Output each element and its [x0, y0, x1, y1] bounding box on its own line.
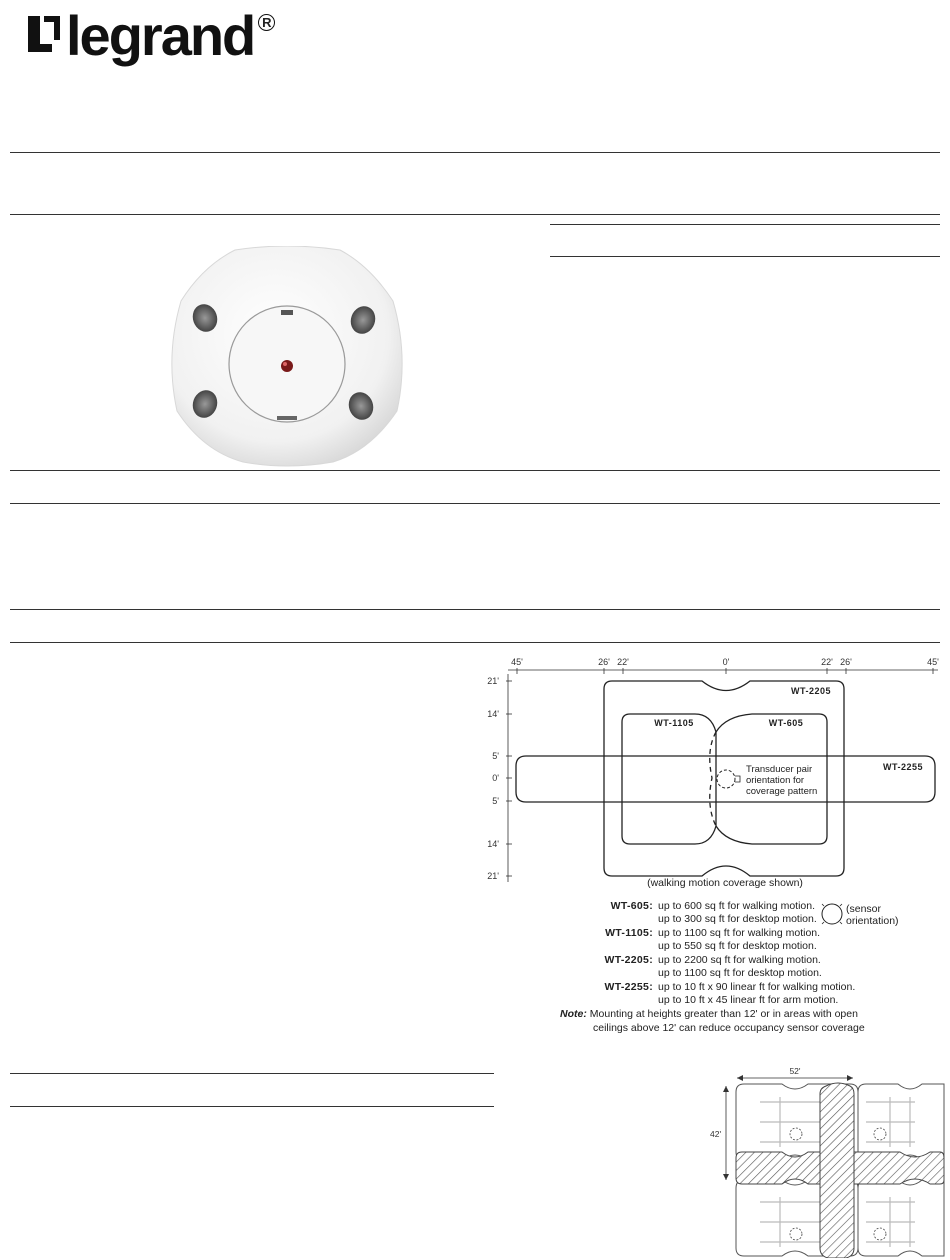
legend-model: WT-2205: [604, 954, 653, 966]
legend-line: up to 1100 sq ft for walking motion. [658, 927, 821, 939]
zone-wt1105-outline [622, 714, 716, 844]
legend-item [560, 981, 920, 1007]
left-tick-label: 5' [492, 796, 499, 806]
legend-line: up to 600 sq ft for walking motion. [658, 900, 816, 912]
top-tick-label: 45' [927, 657, 939, 667]
transducer-note-line: orientation for [746, 775, 805, 786]
note-line-2: ceilings above 12' can reduce occupancy sensor coverage [593, 1022, 865, 1034]
legend-item [560, 927, 920, 953]
left-tick-label: 14' [487, 709, 499, 719]
sensor-location-icon [874, 1128, 886, 1140]
hallway-coverage-vertical [820, 1083, 854, 1258]
rule-10 [10, 1106, 494, 1107]
zone-label-wt1105: WT-1105 [654, 718, 694, 728]
mounting-note [560, 1007, 940, 1035]
sensor-orientation-line: (sensor [846, 903, 882, 915]
sensor-location-icon [790, 1228, 802, 1240]
rule-1 [10, 152, 940, 153]
rule-7 [10, 609, 940, 610]
left-tick-label: 21' [487, 676, 499, 686]
zone-wt605-dashed-edge [710, 732, 716, 826]
top-tick-label: 26' [598, 657, 610, 667]
sensor-orientation-label [846, 903, 899, 927]
rule-3 [550, 224, 940, 225]
top-tick-label: 45' [511, 657, 523, 667]
sensor-location-icon [790, 1128, 802, 1140]
zone-label-wt2255: WT-2255 [882, 762, 923, 772]
legend-line: up to 300 sq ft for desktop motion. [658, 913, 817, 925]
note-label: Note: [560, 1008, 587, 1020]
top-tick-label: 0' [722, 657, 730, 667]
rule-4 [550, 256, 940, 257]
sensor-product-image [165, 246, 410, 468]
room-width-label: 52' [789, 1066, 801, 1076]
legend-model: WT-1105: [605, 927, 653, 939]
sensor-orientation-icon [820, 902, 846, 926]
zone-label-wt605: WT-605 [768, 718, 804, 728]
legrand-logo [26, 4, 275, 67]
legend-line: up to 2200 sq ft for walking motion. [658, 954, 821, 966]
left-tick-label: 14' [487, 839, 499, 849]
note-line-1: Mounting at heights greater than 12' or in areas with open [589, 1008, 858, 1020]
room-height-label: 42' [710, 1129, 722, 1139]
legend-item [560, 954, 920, 980]
top-tick-label: 26' [840, 657, 852, 667]
coverage-caption: (walking motion coverage shown) [647, 877, 803, 889]
rule-2 [10, 214, 940, 215]
top-tick-label: 22' [821, 657, 833, 667]
legrand-wordmark: legrand [66, 4, 255, 67]
sensor-location-icon [874, 1228, 886, 1240]
top-tick-label: 22' [617, 657, 629, 667]
left-tick-label: 5' [492, 751, 499, 761]
legrand-logo-mark-icon [26, 12, 62, 56]
transducer-note-line: Transducer pair [746, 764, 813, 775]
registered-mark: R [258, 14, 275, 31]
legend-model: WT-605: [610, 900, 653, 912]
zone-label-wt2205: WT-2205 [790, 686, 831, 696]
room-layout-diagram [700, 1062, 946, 1258]
rule-9 [10, 1073, 494, 1074]
legend-line: up to 10 ft x 45 linear ft for arm motion. [658, 994, 839, 1006]
legend-line: up to 1100 sq ft for desktop motion. [658, 967, 822, 979]
legend-line: up to 550 sq ft for desktop motion. [658, 940, 817, 952]
legend-model: WT-2255: [604, 981, 653, 993]
transducer-orientation-icon [717, 770, 735, 788]
rule-6 [10, 503, 940, 504]
left-tick-label: 0' [492, 773, 499, 783]
sensor-orientation-line: orientation) [846, 915, 899, 927]
legend-line: up to 10 ft x 90 linear ft for walking motion. [658, 981, 856, 993]
coverage-pattern-diagram [470, 650, 945, 890]
rule-5 [10, 470, 940, 471]
rule-8 [10, 642, 940, 643]
left-tick-label: 21' [487, 871, 499, 881]
transducer-note-line: coverage pattern [746, 786, 818, 797]
